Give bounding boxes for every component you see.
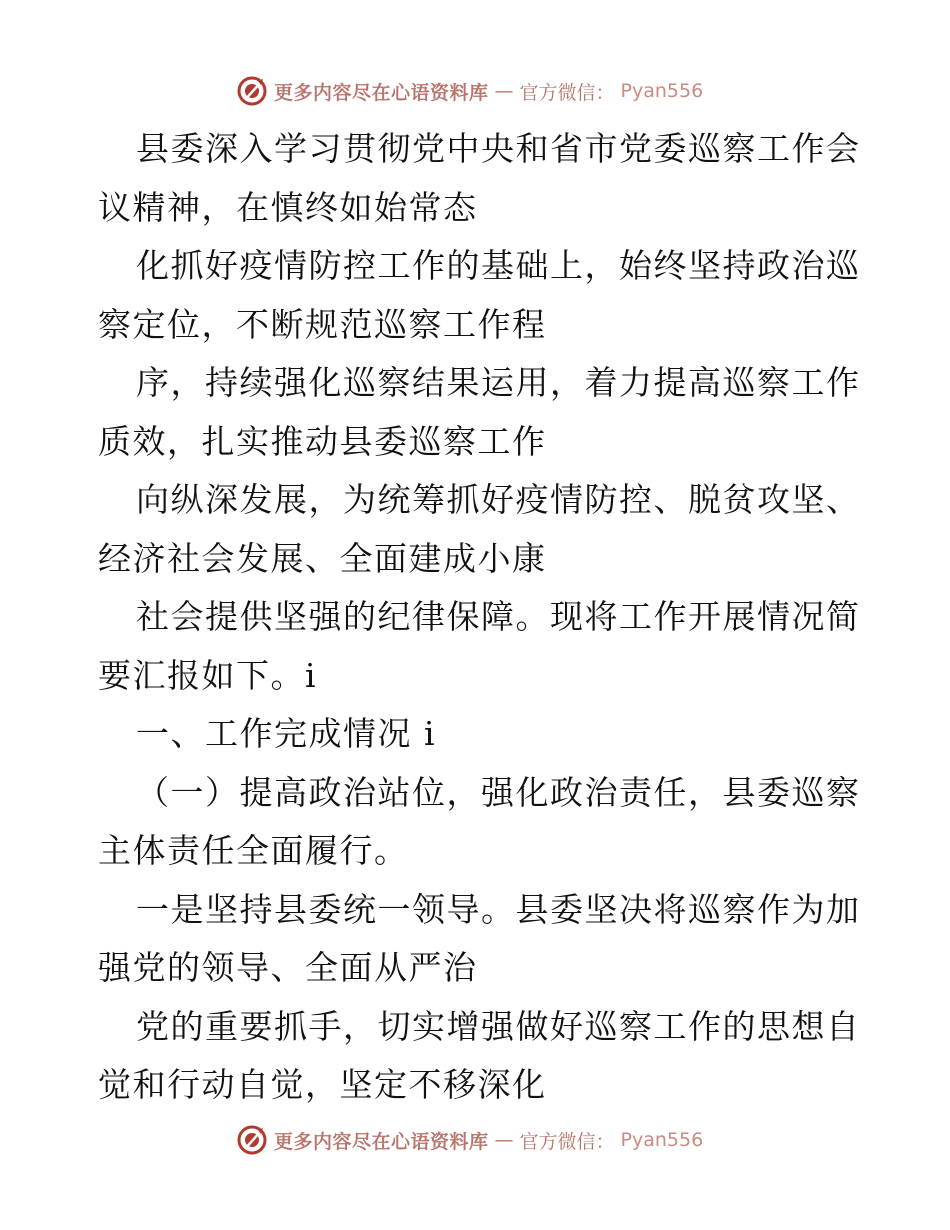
pen-seal-icon: [236, 1124, 268, 1156]
document-body: [98, 120, 861, 1115]
text-line: 县委深入学习贯彻党中央和省市党委巡察工作会: [136, 129, 861, 168]
text-line: 社会提供坚强的纪律保障。现将工作开展情况简: [136, 597, 861, 636]
text-line: 主体责任全面履行。: [98, 831, 409, 870]
text-line: 党的重要抓手，切实增强做好巡察工作的思想自: [136, 1006, 861, 1046]
text-line: 化抓好疫情防控工作的基础上，始终坚持政治巡: [136, 246, 861, 285]
watermark-dash: —: [494, 80, 514, 102]
watermark-wechat-id: Pyan556: [620, 80, 704, 102]
header-watermark: [236, 74, 703, 108]
pen-seal-icon: [236, 75, 268, 107]
watermark-text: 更多内容尽在心语资料库: [274, 81, 489, 104]
text-line: 觉和行动自觉，坚定不移深化: [98, 1065, 547, 1104]
text-line: 一是坚持县委统一领导。县委坚决将巡察作为加: [136, 889, 861, 929]
text-line: 向纵深发展，为统筹抓好疫情防控、脱贫攻坚、: [136, 480, 861, 519]
footer-watermark: [236, 1123, 703, 1157]
text-line: 强党的领导、全面从严治: [98, 948, 478, 987]
watermark-text: 更多内容尽在心语资料库: [274, 1130, 489, 1153]
watermark-wechat-label: 官方微信：: [519, 81, 615, 104]
text-line: 质效，扎实推动县委巡察工作: [98, 421, 547, 461]
watermark-wechat-id: Pyan556: [620, 1129, 704, 1151]
watermark-wechat-label: 官方微信：: [519, 1130, 615, 1153]
text-line: （一）提高政治站位，强化政治责任，县委巡察: [136, 772, 861, 812]
watermark-dash: —: [494, 1129, 514, 1151]
text-line: 经济社会发展、全面建成小康: [98, 538, 547, 578]
text-line: 议精神，在慎终如始常态: [98, 187, 478, 227]
text-line: 要汇报如下。i: [98, 655, 318, 695]
text-line: 察定位，不断规范巡察工作程: [98, 304, 547, 344]
text-line: 一、工作完成情况 i: [136, 714, 437, 753]
text-line: 序，持续强化巡察结果运用，着力提高巡察工作: [136, 363, 861, 402]
